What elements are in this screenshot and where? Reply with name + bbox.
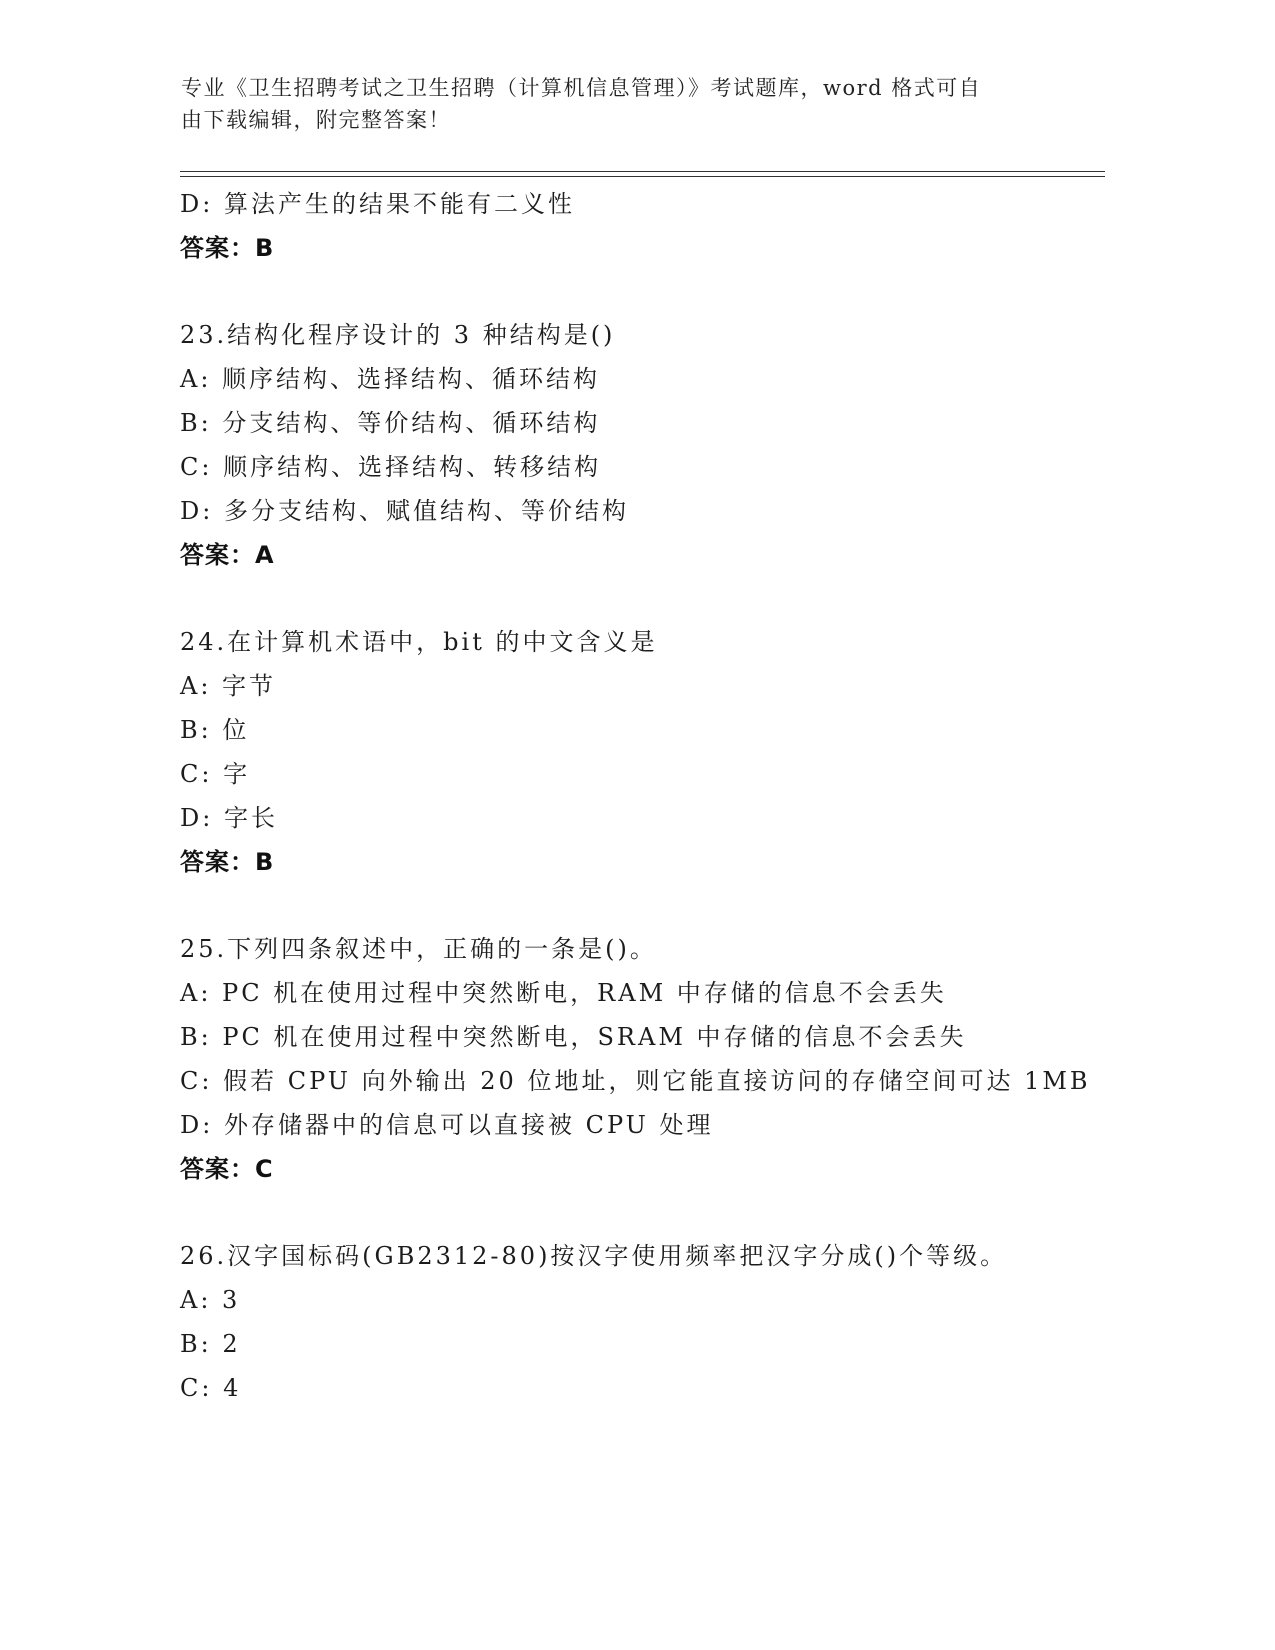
question-block-26 [180, 1234, 1100, 1410]
option-a: A: 顺序结构、选择结构、循环结构 [180, 365, 601, 393]
question-text: 26.汉字国标码(GB2312-80)按汉字使用频率把汉字分成()个等级。 [180, 1242, 1008, 1270]
option-b: B: PC 机在使用过程中突然断电，SRAM 中存储的信息不会丢失 [180, 1023, 967, 1051]
option-b: B: 位 [180, 716, 250, 744]
option-d: D: 外存储器中的信息可以直接被 CPU 处理 [180, 1111, 714, 1139]
document-header [181, 72, 1061, 136]
option-c: C: 假若 CPU 向外输出 20 位地址，则它能直接访问的存储空间可达 1MB [180, 1067, 1091, 1095]
answer-line: 答案：A [180, 541, 275, 569]
option-c: C: 字 [180, 760, 251, 788]
option-a: A: PC 机在使用过程中突然断电，RAM 中存储的信息不会丢失 [180, 979, 947, 1007]
answer-line: 答案：B [180, 234, 275, 262]
question-text: 23.结构化程序设计的 3 种结构是() [180, 321, 616, 349]
header-divider-top [180, 171, 1105, 172]
question-text: 24.在计算机术语中，bit 的中文含义是 [180, 628, 658, 656]
option-a: A: 3 [180, 1286, 241, 1314]
question-block-25 [180, 927, 1100, 1191]
question-text: 25.下列四条叙述中，正确的一条是()。 [180, 935, 657, 963]
header-divider-bottom [180, 176, 1105, 177]
option-a: A: 字节 [180, 672, 277, 700]
option-d: D: 字长 [180, 804, 278, 832]
option-d: D: 多分支结构、赋值结构、等价结构 [180, 497, 629, 525]
question-list [180, 182, 1100, 1410]
header-line-2: 由下载编辑，附完整答案！ [181, 108, 451, 132]
answer-line: 答案：B [180, 848, 275, 876]
header-line-1: 专业《卫生招聘考试之卫生招聘（计算机信息管理）》考试题库，word 格式可自 [181, 76, 982, 100]
question-block-23 [180, 313, 1100, 577]
option-d: D: 算法产生的结果不能有二义性 [180, 190, 575, 218]
option-c: C: 4 [180, 1374, 242, 1402]
option-b: B: 2 [180, 1330, 241, 1358]
question-block-24 [180, 620, 1100, 884]
option-c: C: 顺序结构、选择结构、转移结构 [180, 453, 602, 481]
option-b: B: 分支结构、等价结构、循环结构 [180, 409, 601, 437]
answer-line: 答案：C [180, 1155, 274, 1183]
